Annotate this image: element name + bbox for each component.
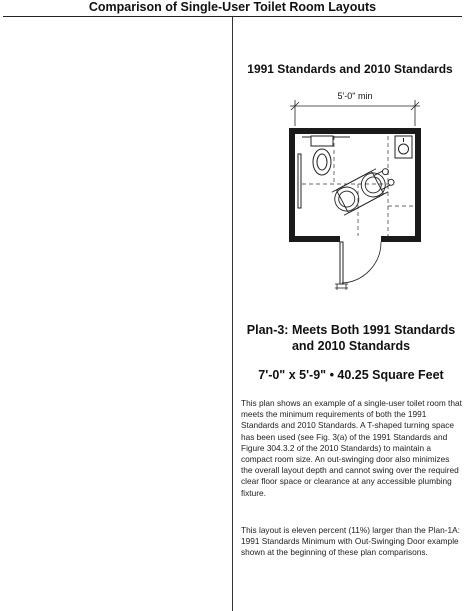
plan-title [240,322,462,354]
door-hardware [335,284,348,290]
toilet [311,136,333,175]
section-heading: 1991 Standards and 2010 Standards [247,62,453,76]
floor-plan-drawing [238,86,460,302]
door [340,242,381,284]
column-divider [232,17,233,611]
width-dimension-label: 5'-0" min [337,91,373,101]
page-title: Comparison of Single-User Toilet Room Layouts [88,0,377,14]
description-paragraph-2: This layout is eleven percent (11%) larger than the Plan-1A: 1991 Standards Minimum with Out-Swinging Door example shown at the beginning of these plan comparisons. [241,525,460,558]
width-dimension-line [290,100,420,126]
plan-title-line-2: and 2010 Standards [291,339,411,353]
description-paragraph-1: This plan shows an example of a single-user toilet room that meets the minimum requirements of both the 1991 Standards and 2010 Standards. A T-shaped turning space has been used (see Fig. 3(a) of the 1991 Standards and Figure 304.3.2 of the 2010 Standards) to maintain a compact room size. An out-swinging door also minimizes the overall layout depth and cannot swing over the required clear floor space or clearance at any accessible plumbing fixture. [241,398,462,498]
wheelchair [330,164,397,216]
plan-title-line-1: Plan-3: Meets Both 1991 Standards [246,323,456,337]
lavatory [395,136,412,158]
room-dimensions: 7'-0" x 5'-9" • 40.25 Square Feet [258,368,444,382]
